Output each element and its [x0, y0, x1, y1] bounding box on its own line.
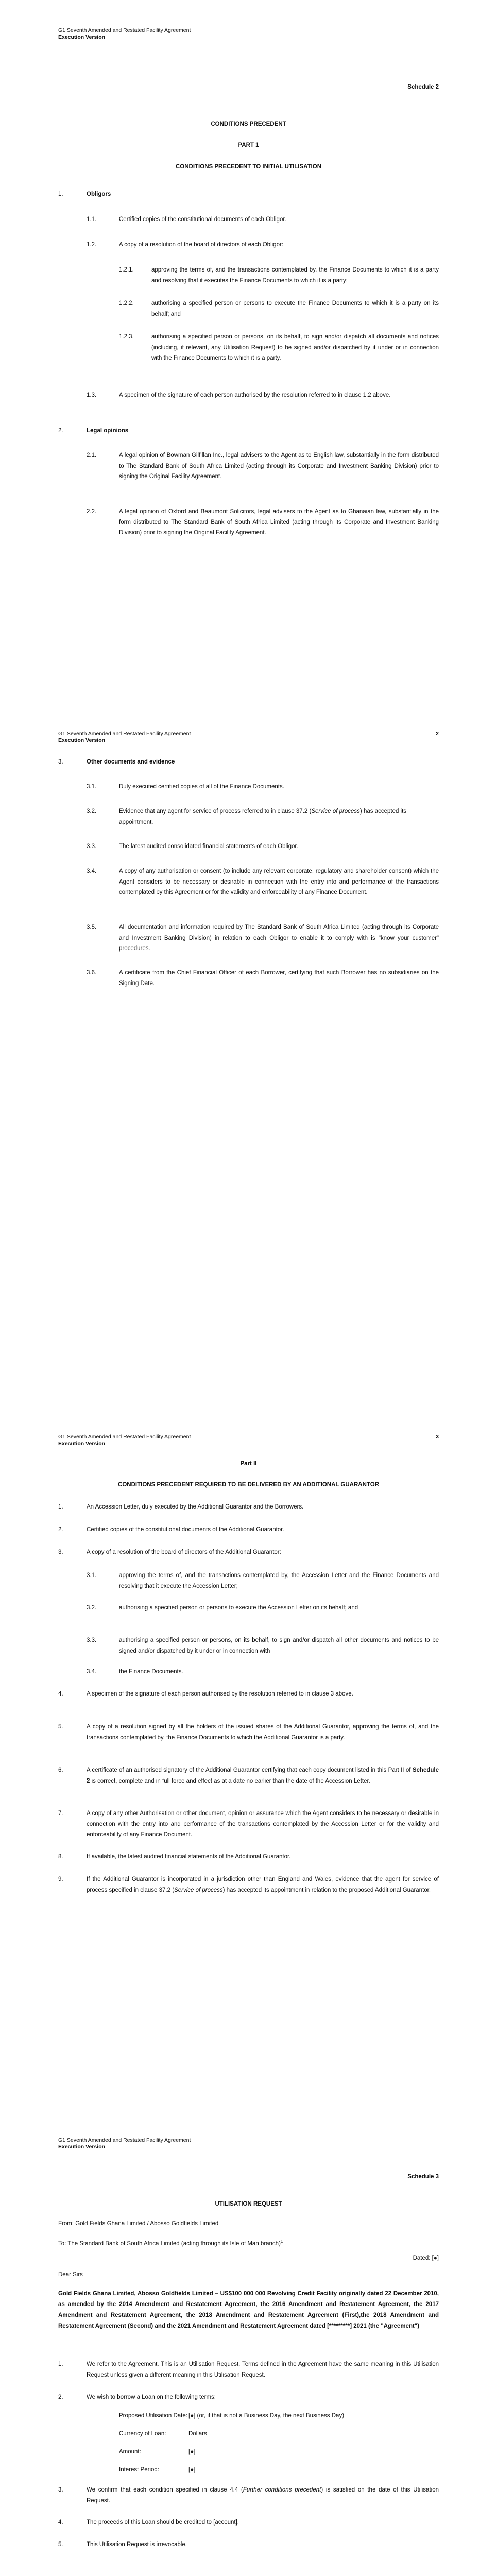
clause-number: 3.3. — [87, 843, 97, 850]
item-text-part: A certificate of an authorised signatory of the Additional Guarantor certifying that each copy document listed in this Part II of — [87, 1767, 413, 1773]
part-title: CONDITIONS PRECEDENT REQUIRED TO BE DELIVERED BY AN ADDITIONAL GUARANTOR — [118, 1482, 379, 1488]
subitem-text: authorising a specified person or persons to execute the Accession Letter on its behalf; and — [119, 1605, 358, 1611]
running-header — [58, 27, 191, 41]
item-text: This Utilisation Request is irrevocable. — [87, 2541, 187, 2548]
section-number: 1. — [58, 191, 63, 197]
header-version: Execution Version — [58, 1440, 106, 1447]
clause-text: A specimen of the signature of each person authorised by the resolution referred to in clause 1.2 above. — [119, 392, 391, 398]
item-number: 2. — [58, 2394, 63, 2400]
term-value: Dollars — [188, 2431, 207, 2437]
from-line: From: Gold Fields Ghana Limited / Abosso Goldfields Limited — [58, 2221, 219, 2227]
item-text — [87, 2485, 439, 2506]
item-text: If available, the latest audited financial statements of the Additional Guarantor. — [87, 1854, 291, 1860]
schedule-label: Schedule 3 — [407, 2174, 439, 2180]
page-2 — [0, 703, 497, 1406]
section-heading: Obligors — [87, 191, 111, 197]
item-number: 3. — [58, 2487, 63, 2493]
item-text: The proceeds of this Loan should be credited to [account]. — [87, 2519, 239, 2526]
subclause-number: 1.2.2. — [119, 300, 134, 307]
page-number: 2 — [436, 731, 439, 737]
clause-text-part: ) has accepted its appointment. — [119, 808, 407, 825]
item-text: We wish to borrow a Loan on the following terms: — [87, 2394, 216, 2400]
item-text-part: We confirm that each condition specified in clause 4.4 ( — [87, 2487, 243, 2493]
item-text: An Accession Letter, duly executed by the Additional Guarantor and the Borrowers. — [87, 1504, 304, 1510]
section-heading: Other documents and evidence — [87, 759, 175, 765]
item-number: 4. — [58, 1691, 63, 1697]
item-number: 6. — [58, 1767, 63, 1773]
to-text: To: The Standard Bank of South Africa Limited (acting through its Isle of Man branch) — [58, 2240, 281, 2247]
subclause-text: authorising a specified person or persons, on its behalf, to sign and/or dispatch all documents and notices (including, if relevant, any Utilisation Request) to be signed and/or dispatched by it under or in connection with the Finance Documents to which it is a party. — [151, 334, 439, 361]
page-1 — [0, 0, 497, 703]
schedule-title: CONDITIONS PRECEDENT — [211, 121, 286, 127]
clause-reference: Further conditions precedent — [243, 2487, 321, 2493]
item-text: We refer to the Agreement. This is an Utilisation Request. Terms defined in the Agreement have the same meaning in this Utilisation Request unless given a different meaning in this Utilisation Request. — [87, 2361, 439, 2378]
item-text-part: is correct, complete and in full force and effect as at a date no earlier than the date of the Accession Letter. — [90, 1777, 370, 1784]
footnote-marker: 1 — [280, 2239, 283, 2244]
item-text: A copy of any other Authorisation or other document, opinion or assurance which the Agent considers to be necessary or desirable in connection with the entry into and performance of the transactions contemplated by the Accession Letter or for the validity and enforceability of any Finance Document. — [87, 1810, 439, 1838]
item-text-part: ) has accepted its appointment in relation to the proposed Additional Guarantor. — [222, 1887, 431, 1893]
item-text — [87, 1765, 439, 1786]
subitem-text: the Finance Documents. — [119, 1669, 183, 1675]
item-number: 8. — [58, 1854, 63, 1860]
term-label: Proposed Utilisation Date: — [119, 2413, 187, 2419]
clause-text: The latest audited consolidated financial statements of each Obligor. — [119, 843, 298, 850]
item-number: 2. — [58, 1527, 63, 1533]
section-number: 3. — [58, 759, 63, 765]
running-header — [58, 2137, 191, 2150]
header-title: G1 Seventh Amended and Restated Facility Agreement — [58, 731, 191, 737]
item-number: 1. — [58, 2361, 63, 2367]
clause-number: 3.5. — [87, 924, 97, 930]
subject-line: Gold Fields Ghana Limited, Abosso Goldfields Limited – US$100 000 000 Revolving Credit Facility originally dated 22 December 2010, as amended by the 2014 Amendment and Restatement Agreement, the 2016 Amendment and Restatement Agreement, the 2017 Amendment and Restatement Agreement, the 2018 Amendment and Restatement Agreement (First),the 2018 Amendment and Restatement Agreement (Second) and the 2021 Amendment and Restatement Agreement dated [*********] 2021 (the "Agreement") — [58, 2291, 439, 2329]
subitem-number: 3.3. — [87, 1637, 97, 1643]
item-number: 5. — [58, 1724, 63, 1730]
clause-number: 3.6. — [87, 970, 97, 976]
clause-text: A legal opinion of Oxford and Beaumont Solicitors, legal advisers to the Agent as to Ghanaian law, substantially in the form distributed to The Standard Bank of South Africa Limited (acting through its Corporate and Investment Banking Division) prior to signing the Original Facility Agreement. — [119, 509, 439, 536]
clause-reference: Service of process — [311, 808, 360, 815]
item-number: 5. — [58, 2541, 63, 2548]
clause-number: 3.4. — [87, 868, 97, 874]
subitem-number: 3.1. — [87, 1572, 97, 1579]
clause-text: A certificate from the Chief Financial Officer of each Borrower, certifying that such Borrower has no subsidiaries on the Signing Date. — [119, 970, 439, 987]
term-label: Interest Period: — [119, 2467, 159, 2473]
header-version: Execution Version — [58, 2144, 106, 2150]
section-number: 2. — [58, 428, 63, 434]
subclause-text: approving the terms of, and the transactions contemplated by, the Finance Documents to which it is a party and resolving that it executes the Finance Documents to which it is a party; — [151, 267, 439, 284]
clause-text: All documentation and information required by The Standard Bank of South Africa Limited (acting through its Corporate and Investment Banking Division) in relation to each Obligor to enable it to comply with is "know your customer" procedures. — [119, 924, 439, 952]
subitem-number: 3.4. — [87, 1669, 97, 1675]
clause-number: 2.2. — [87, 509, 97, 515]
section-heading: Legal opinions — [87, 428, 129, 434]
header-title: G1 Seventh Amended and Restated Facility Agreement — [58, 2137, 191, 2143]
clause-text: Certified copies of the constitutional documents of each Obligor. — [119, 216, 286, 223]
dated-line: Dated: [●] — [413, 2255, 439, 2261]
clause-text: A legal opinion of Bowman Gilfillan Inc., legal advisers to the Agent as to English law, substantially in the form distributed to The Standard Bank of South Africa Limited (acting through its Corporate and Investment Banking Division) prior to signing the Original Facility Agreement. — [119, 452, 439, 480]
term-value: [●] (or, if that is not a Business Day, the next Business Day) — [188, 2413, 345, 2419]
clause-text: A copy of a resolution of the board of directors of each Obligor: — [119, 242, 283, 248]
page-number: 3 — [436, 1434, 439, 1440]
clause-number: 3.1. — [87, 784, 97, 790]
term-label: Amount: — [119, 2449, 141, 2455]
clause-number: 1.1. — [87, 216, 97, 223]
term-value: [●] — [188, 2449, 196, 2455]
term-value: [●] — [188, 2467, 196, 2473]
item-text: A specimen of the signature of each person authorised by the resolution referred to in clause 3 above. — [87, 1691, 353, 1697]
clause-number: 2.1. — [87, 452, 97, 459]
clause-number: 1.3. — [87, 392, 97, 398]
running-header — [58, 731, 191, 744]
clause-number: 1.2. — [87, 242, 97, 248]
item-text: A copy of a resolution signed by all the holders of the issued shares of the Additional Guarantor, approving the terms of, and the transactions contemplated by, the Finance Documents to which the Additional Guarantor is a party. — [87, 1724, 439, 1741]
item-text: Certified copies of the constitutional documents of the Additional Guarantor. — [87, 1527, 284, 1533]
item-text — [87, 1874, 439, 1895]
header-title: G1 Seventh Amended and Restated Facility Agreement — [58, 1434, 191, 1440]
item-text-part: ) is satisfied on the date of this Utilisation Request. — [87, 2487, 439, 2504]
item-text-part: If the Additional Guarantor is incorporated in a jurisdiction other than England and Wales, evidence that the agent for service of process specified in clause 37.2 ( — [87, 1876, 439, 1893]
part-label: Part II — [240, 1461, 257, 1467]
item-number: 3. — [58, 1549, 63, 1555]
page-4 — [0, 2110, 497, 2576]
subitem-text: approving the terms of, and the transactions contemplated by, the Accession Letter and the Finance Documents and resolving that it execute the Accession Letter; — [119, 1572, 439, 1589]
subclause-number: 1.2.3. — [119, 334, 134, 340]
term-label: Currency of Loan: — [119, 2431, 166, 2437]
subitem-text: authorising a specified person or persons, on its behalf, to sign and/or dispatch all other documents and notices to be signed and/or dispatched by it under or in connection with — [119, 1637, 439, 1654]
subitem-number: 3.2. — [87, 1605, 97, 1611]
subclause-number: 1.2.1. — [119, 267, 134, 273]
to-line — [58, 2236, 283, 2249]
clause-text-part: Evidence that any agent for service of process referred to in clause 37.2 ( — [119, 808, 312, 815]
header-version: Execution Version — [58, 737, 106, 743]
schedule-label: Schedule 2 — [407, 84, 439, 90]
schedule-reference: Schedule 2 — [87, 1767, 439, 1784]
clause-number: 3.2. — [87, 808, 97, 815]
item-text: A copy of a resolution of the board of directors of the Additional Guarantor: — [87, 1549, 281, 1555]
running-header — [58, 1434, 191, 1447]
schedule-title: UTILISATION REQUEST — [215, 2201, 282, 2207]
item-number: 1. — [58, 1504, 63, 1510]
item-number: 9. — [58, 1876, 63, 1883]
page-3 — [0, 1406, 497, 2110]
clause-text — [119, 806, 439, 827]
clause-reference: Service of process — [174, 1887, 223, 1893]
salutation: Dear Sirs — [58, 2272, 83, 2278]
clause-text: A copy of any authorisation or consent (to include any relevant corporate, regulatory and shareholder consent) which the Agent considers to be necessary or desirable in connection with the entry into and performance of the transactions contemplated by this Agreement or for the validity and enforceability of any Finance Document. — [119, 868, 439, 895]
item-number: 7. — [58, 1810, 63, 1817]
part-label: PART 1 — [238, 142, 259, 148]
part-title: CONDITIONS PRECEDENT TO INITIAL UTILISATION — [175, 164, 322, 170]
subclause-text: authorising a specified person or persons to execute the Finance Documents to which it is a party on its behalf; and — [151, 300, 439, 317]
header-title: G1 Seventh Amended and Restated Facility Agreement — [58, 27, 191, 33]
clause-text: Duly executed certified copies of all of the Finance Documents. — [119, 784, 284, 790]
header-version: Execution Version — [58, 34, 106, 40]
item-number: 4. — [58, 2519, 63, 2526]
